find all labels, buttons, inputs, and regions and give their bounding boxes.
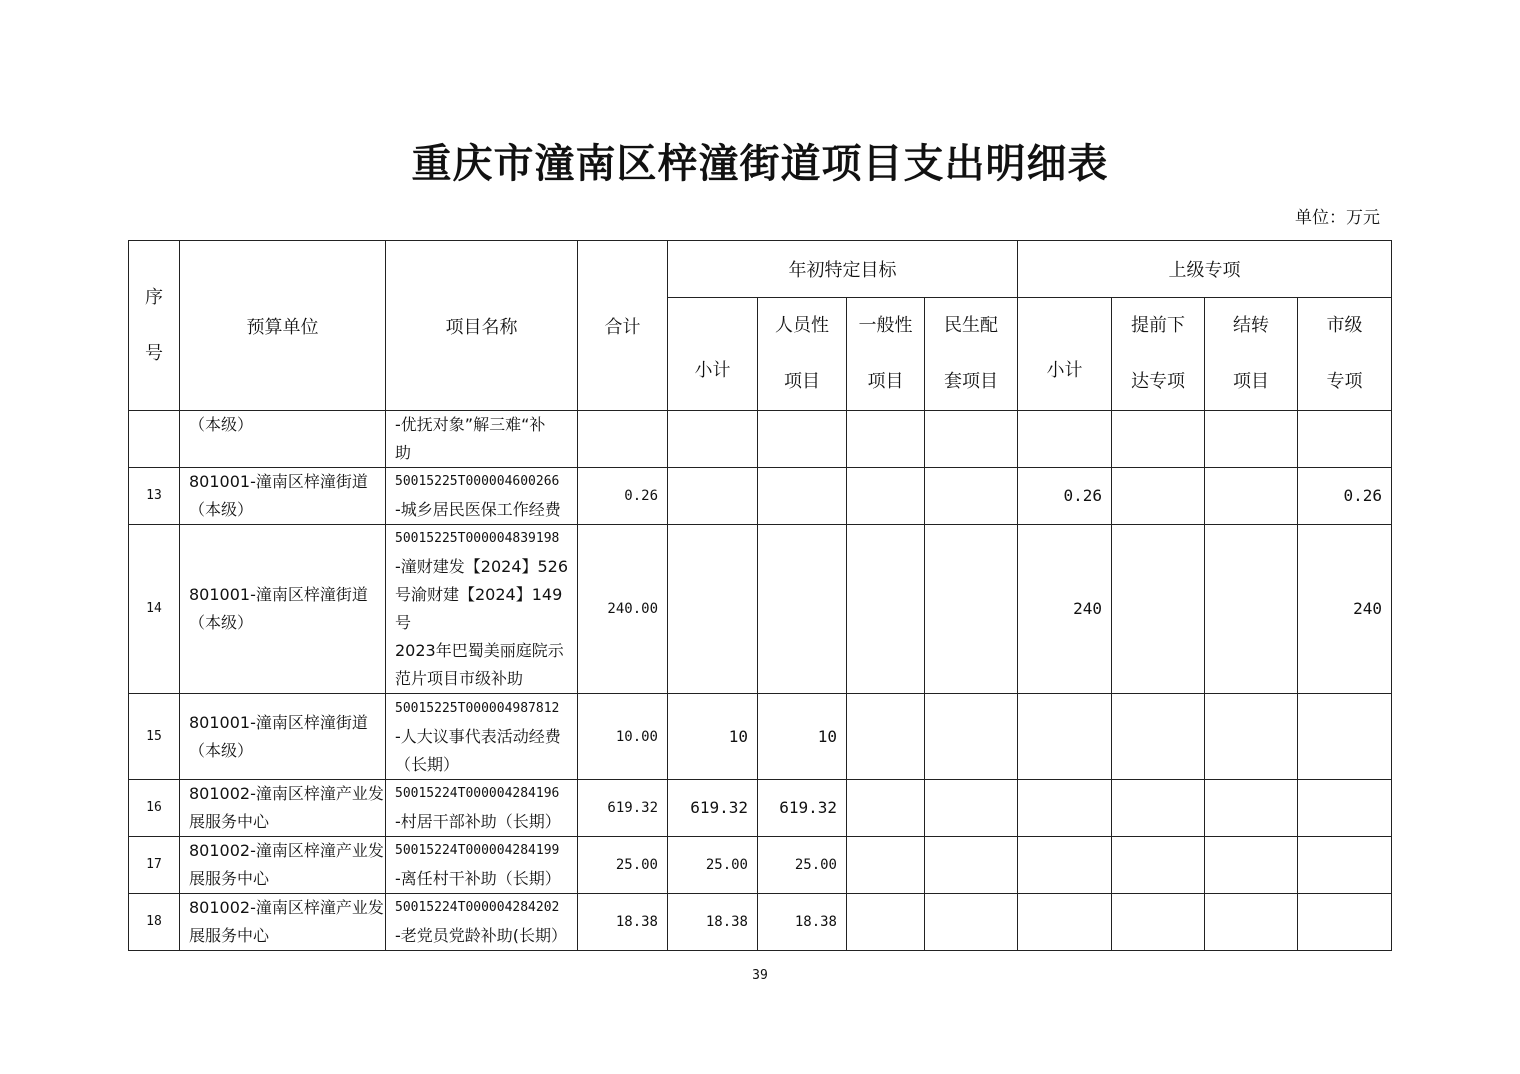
header-unit: 预算单位 (180, 241, 386, 411)
cell-project-line: 2023年巴蜀美丽庭院示 (395, 641, 564, 660)
expenditure-table (128, 240, 1392, 951)
cell-subtotal-2 (1018, 894, 1112, 951)
cell-subtotal-1 (668, 525, 758, 694)
cell-unit-line: （本级） (189, 740, 254, 760)
cell-subtotal-2 (1018, 411, 1112, 468)
header-advance-line2: 达专项 (1131, 371, 1185, 392)
cell-seq (129, 411, 180, 468)
cell-carryover (1205, 468, 1298, 525)
cell-carryover (1205, 837, 1298, 894)
cell-project-line: -人大议事代表活动经费 (395, 726, 561, 746)
cell-subtotal-1 (668, 468, 758, 525)
cell-unit-line: 801002-潼南区梓潼产业发 (189, 898, 384, 917)
cell-city (1298, 780, 1392, 837)
cell-subtotal-1: 25.00 (668, 837, 758, 894)
cell-general (847, 894, 925, 951)
header-city-line2: 专项 (1326, 371, 1363, 392)
cell-unit-line: 801002-潼南区梓潼产业发 (189, 841, 384, 860)
cell-general (847, 694, 925, 780)
cell-project-line: -城乡居民医保工作经费 (395, 500, 561, 519)
cell-advance (1112, 837, 1205, 894)
cell-project (386, 780, 578, 837)
header-city (1298, 298, 1392, 411)
header-advance (1112, 298, 1205, 411)
header-carryover-line2: 项目 (1233, 371, 1269, 392)
cell-total: 25.00 (578, 837, 668, 894)
cell-project (386, 837, 578, 894)
header-group-superior-special: 上级专项 (1018, 241, 1392, 298)
cell-unit-line: 展服务中心 (189, 926, 270, 945)
cell-total: 240.00 (578, 525, 668, 694)
cell-personnel (758, 525, 847, 694)
cell-unit (180, 411, 386, 468)
header-project: 项目名称 (386, 241, 578, 411)
cell-livelihood (925, 411, 1018, 468)
cell-general (847, 468, 925, 525)
table-row (129, 837, 1392, 894)
table-row (129, 411, 1392, 468)
cell-project-line: -老党员党龄补助(长期） (395, 926, 568, 945)
header-seq-line1: 序 (145, 286, 163, 308)
header-personnel-line1: 人员性 (775, 315, 829, 336)
cell-unit-line: 801001-潼南区梓潼街道 (189, 585, 368, 604)
cell-carryover (1205, 694, 1298, 780)
cell-personnel: 10 (758, 694, 847, 780)
header-advance-line1: 提前下 (1131, 315, 1185, 336)
cell-advance (1112, 894, 1205, 951)
header-general-line2: 项目 (867, 371, 904, 392)
cell-unit (180, 468, 386, 525)
cell-unit-line: 801001-潼南区梓潼街道 (189, 712, 368, 732)
cell-project-code: 50015225T000004987812 (395, 700, 560, 716)
cell-city (1298, 411, 1392, 468)
cell-project-code: 50015225T000004839198 (395, 531, 560, 546)
cell-unit (180, 894, 386, 951)
cell-project-line: 范片项目市级补助 (395, 669, 524, 688)
header-seq (129, 241, 180, 411)
cell-advance (1112, 411, 1205, 468)
header-subtotal-2: 小计 (1018, 298, 1112, 411)
cell-total (578, 411, 668, 468)
header-livelihood-line2: 套项目 (944, 371, 998, 392)
cell-seq: 14 (129, 525, 180, 694)
header-livelihood-line1: 民生配 (944, 315, 998, 336)
cell-city: 0.26 (1298, 468, 1392, 525)
cell-seq: 15 (129, 694, 180, 780)
cell-project-line: -离任村干补助（长期） (395, 869, 561, 888)
cell-general (847, 525, 925, 694)
page-number: 39 (752, 968, 768, 983)
cell-subtotal-1 (668, 411, 758, 468)
cell-project (386, 525, 578, 694)
cell-livelihood (925, 468, 1018, 525)
cell-personnel: 18.38 (758, 894, 847, 951)
cell-seq: 13 (129, 468, 180, 525)
cell-unit-line: 展服务中心 (189, 869, 270, 888)
cell-subtotal-2 (1018, 837, 1112, 894)
cell-personnel (758, 468, 847, 525)
header-livelihood (925, 298, 1018, 411)
cell-project (386, 894, 578, 951)
header-city-line1: 市级 (1326, 315, 1363, 336)
cell-project-line: （长期） (395, 754, 460, 774)
cell-livelihood (925, 525, 1018, 694)
cell-project-line: -村居干部补助（长期） (395, 812, 561, 831)
cell-seq: 16 (129, 780, 180, 837)
header-carryover-line1: 结转 (1233, 315, 1269, 336)
cell-seq: 18 (129, 894, 180, 951)
cell-unit-line: 801001-潼南区梓潼街道 (189, 472, 368, 491)
cell-advance (1112, 468, 1205, 525)
table-row (129, 694, 1392, 780)
unit-label: 单位：万元 (1295, 208, 1380, 228)
cell-advance (1112, 694, 1205, 780)
table-row (129, 894, 1392, 951)
cell-project (386, 411, 578, 468)
cell-advance (1112, 525, 1205, 694)
cell-carryover (1205, 411, 1298, 468)
cell-project-code: 50015224T000004284202 (395, 900, 560, 915)
cell-unit (180, 780, 386, 837)
cell-project-line: 助 (395, 443, 412, 462)
cell-livelihood (925, 780, 1018, 837)
cell-personnel (758, 411, 847, 468)
table-row (129, 525, 1392, 694)
cell-project (386, 694, 578, 780)
header-personnel-line2: 项目 (784, 371, 820, 392)
cell-advance (1112, 780, 1205, 837)
cell-city (1298, 894, 1392, 951)
cell-subtotal-1: 10 (668, 694, 758, 780)
cell-total: 0.26 (578, 468, 668, 525)
cell-subtotal-2 (1018, 780, 1112, 837)
cell-project (386, 468, 578, 525)
table-row (129, 468, 1392, 525)
cell-unit-line: 展服务中心 (189, 812, 270, 831)
header-seq-line2: 号 (145, 342, 163, 364)
cell-livelihood (925, 894, 1018, 951)
cell-subtotal-1: 619.32 (668, 780, 758, 837)
cell-project-code: 50015224T000004284199 (395, 843, 560, 858)
header-general (847, 298, 925, 411)
cell-subtotal-2: 240 (1018, 525, 1112, 694)
cell-seq: 17 (129, 837, 180, 894)
cell-project-code: 50015225T000004600266 (395, 474, 560, 489)
cell-project-code: 50015224T000004284196 (395, 786, 560, 801)
cell-subtotal-2: 0.26 (1018, 468, 1112, 525)
cell-unit (180, 837, 386, 894)
cell-general (847, 411, 925, 468)
cell-project-line: 号渝财建【2024】149号 (395, 585, 563, 632)
header-carryover (1205, 298, 1298, 411)
cell-total: 18.38 (578, 894, 668, 951)
cell-general (847, 780, 925, 837)
cell-subtotal-2 (1018, 694, 1112, 780)
cell-project-line: -潼财建发【2024】526 (395, 557, 569, 576)
header-personnel (758, 298, 847, 411)
header-total: 合计 (578, 241, 668, 411)
cell-subtotal-1: 18.38 (668, 894, 758, 951)
cell-carryover (1205, 894, 1298, 951)
cell-total: 10.00 (578, 694, 668, 780)
cell-personnel: 25.00 (758, 837, 847, 894)
cell-livelihood (925, 837, 1018, 894)
cell-unit (180, 694, 386, 780)
cell-city (1298, 694, 1392, 780)
header-general-line1: 一般性 (858, 315, 913, 336)
cell-personnel: 619.32 (758, 780, 847, 837)
cell-total: 619.32 (578, 780, 668, 837)
cell-unit-line: （本级） (189, 613, 254, 632)
cell-unit-line: （本级） (189, 415, 254, 434)
cell-unit-line: 801002-潼南区梓潼产业发 (189, 784, 384, 803)
cell-city (1298, 837, 1392, 894)
header-group-annual-target: 年初特定目标 (668, 241, 1018, 298)
cell-project-line: -优抚对象”解三难“补 (395, 415, 546, 434)
cell-unit (180, 525, 386, 694)
page-title: 重庆市潼南区梓潼街道项目支出明细表 (411, 140, 1109, 187)
table-row (129, 780, 1392, 837)
cell-unit-line: （本级） (189, 500, 254, 519)
cell-livelihood (925, 694, 1018, 780)
cell-carryover (1205, 780, 1298, 837)
cell-general (847, 837, 925, 894)
cell-carryover (1205, 525, 1298, 694)
cell-city: 240 (1298, 525, 1392, 694)
header-subtotal-1: 小计 (668, 298, 758, 411)
